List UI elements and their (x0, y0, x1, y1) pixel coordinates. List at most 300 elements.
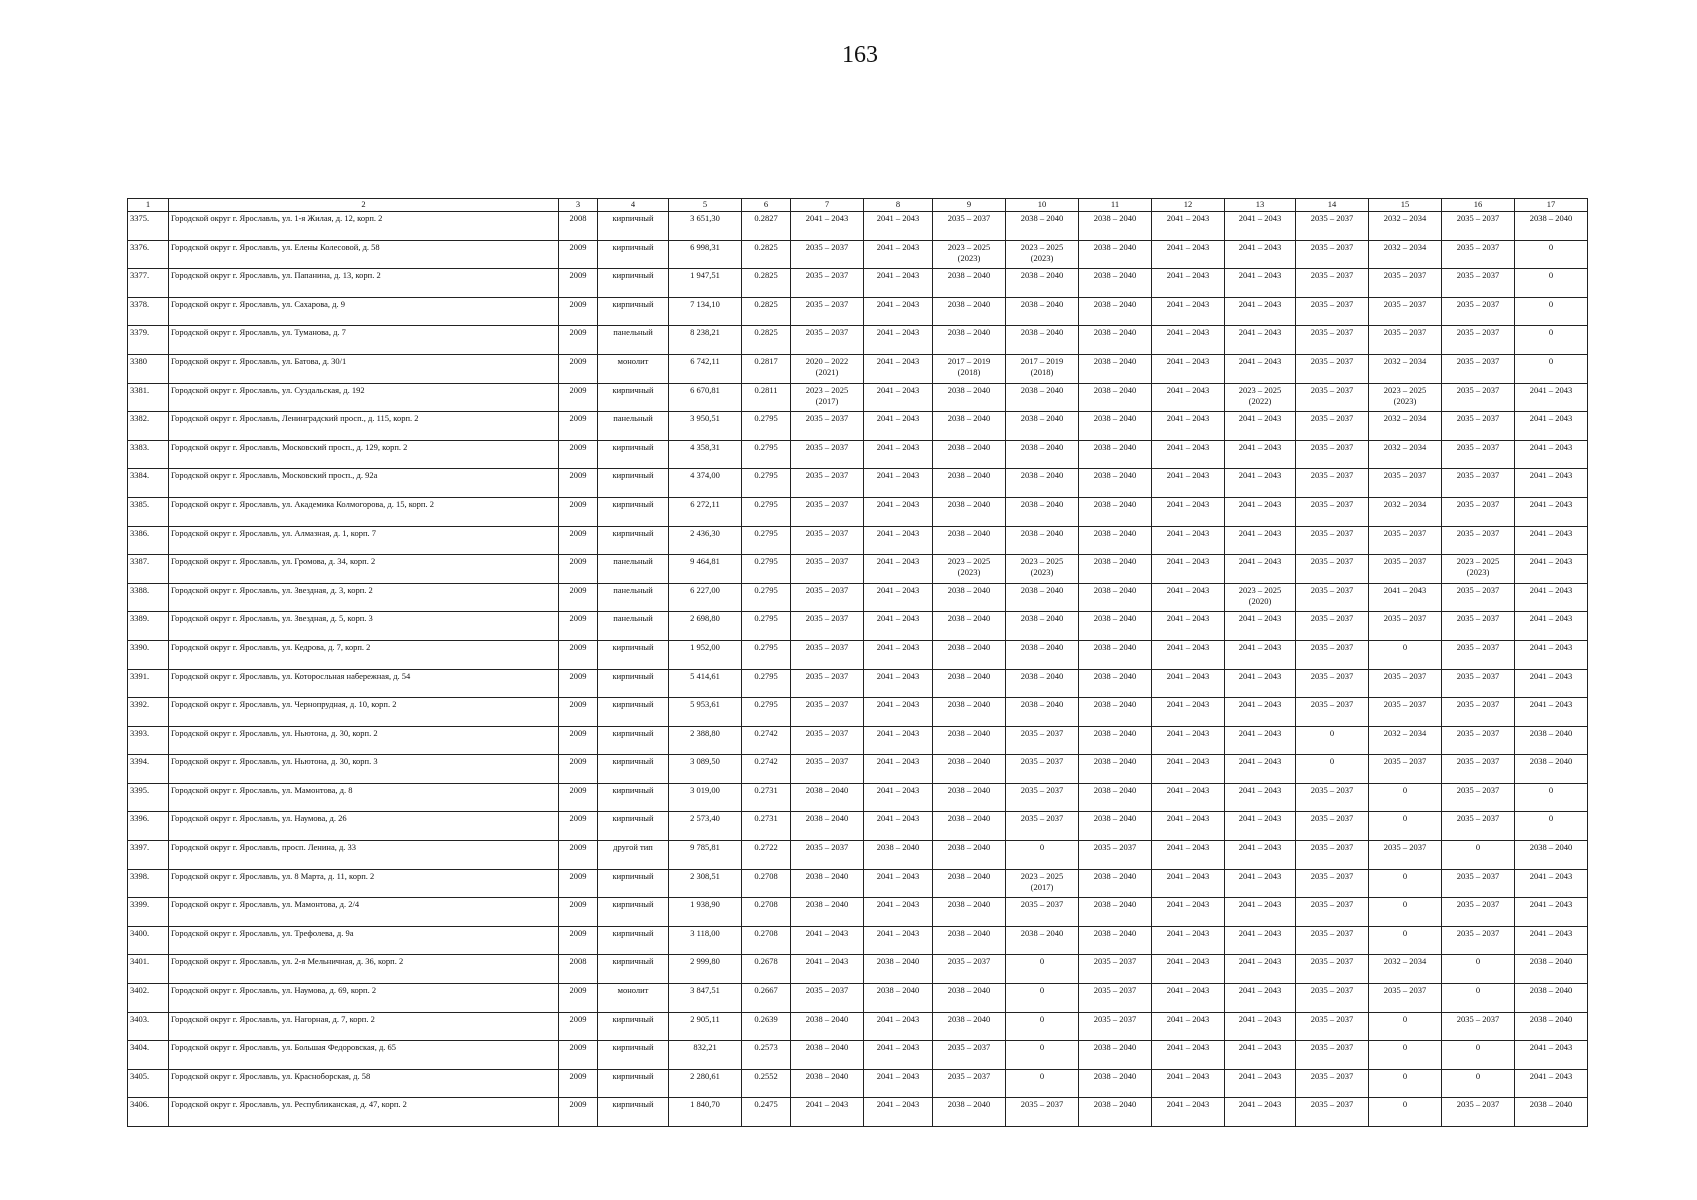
term-col-12-cell: 2041 – 2043 (1152, 354, 1225, 383)
term-col-9-cell: 2038 – 2040 (933, 497, 1006, 526)
area-cell: 2 308,51 (669, 869, 742, 898)
term-col-8-cell: 2041 – 2043 (864, 269, 933, 298)
term-col-11-cell: 2038 – 2040 (1079, 354, 1152, 383)
header-row (128, 199, 1588, 212)
term-col-17-cell: 2041 – 2043 (1515, 869, 1588, 898)
term-col-15-cell: 2035 – 2037 (1369, 526, 1442, 555)
year-built-cell: 2009 (559, 984, 598, 1013)
address-cell: Городской округ г. Ярославль, ул. 8 Марта, д. 11, корп. 2 (169, 869, 559, 898)
term-col-8-cell: 2041 – 2043 (864, 869, 933, 898)
table-row (128, 955, 1588, 984)
term-col-10-cell: 2038 – 2040 (1006, 926, 1079, 955)
term-col-15-cell: 2035 – 2037 (1369, 326, 1442, 355)
term-col-12-cell: 2041 – 2043 (1152, 841, 1225, 870)
term-col-14-cell: 2035 – 2037 (1296, 297, 1369, 326)
term-col-14-cell: 2035 – 2037 (1296, 926, 1369, 955)
coefficient-cell: 0.2573 (742, 1041, 791, 1070)
term-col-7-cell: 2035 – 2037 (791, 555, 864, 584)
column-header-13: 13 (1225, 199, 1296, 212)
address-cell: Городской округ г. Ярославль, ул. Чернопрудная, д. 10, корп. 2 (169, 698, 559, 727)
term-col-14-cell: 2035 – 2037 (1296, 698, 1369, 727)
coefficient-cell: 0.2827 (742, 212, 791, 241)
term-col-15-cell: 2035 – 2037 (1369, 612, 1442, 641)
term-col-14-cell: 2035 – 2037 (1296, 440, 1369, 469)
term-col-7-cell: 2023 – 2025 (2017) (791, 383, 864, 412)
term-col-16-cell: 2023 – 2025 (2023) (1442, 555, 1515, 584)
term-col-10-cell: 0 (1006, 841, 1079, 870)
address-cell: Городской округ г. Ярославль, ул. Академика Колмогорова, д. 15, корп. 2 (169, 497, 559, 526)
term-col-12-cell: 2041 – 2043 (1152, 640, 1225, 669)
term-col-11-cell: 2038 – 2040 (1079, 669, 1152, 698)
table-row (128, 326, 1588, 355)
term-col-16-cell: 2035 – 2037 (1442, 469, 1515, 498)
term-col-12-cell: 2041 – 2043 (1152, 955, 1225, 984)
term-col-8-cell: 2041 – 2043 (864, 297, 933, 326)
term-col-10-cell: 2038 – 2040 (1006, 526, 1079, 555)
term-col-12-cell: 2041 – 2043 (1152, 1041, 1225, 1070)
term-col-12-cell: 2041 – 2043 (1152, 497, 1225, 526)
table-body (128, 212, 1588, 1127)
year-built-cell: 2009 (559, 1012, 598, 1041)
address-cell: Городской округ г. Ярославль, ул. Елены Колесовой, д. 58 (169, 240, 559, 269)
table-row (128, 383, 1588, 412)
table-row (128, 297, 1588, 326)
housing-repair-table (127, 198, 1588, 1127)
column-header-14: 14 (1296, 199, 1369, 212)
row-number-cell: 3405. (128, 1069, 169, 1098)
area-cell: 2 999,80 (669, 955, 742, 984)
term-col-10-cell: 2038 – 2040 (1006, 640, 1079, 669)
term-col-11-cell: 2038 – 2040 (1079, 555, 1152, 584)
row-number-cell: 3384. (128, 469, 169, 498)
term-col-9-cell: 2035 – 2037 (933, 1041, 1006, 1070)
term-col-9-cell: 2038 – 2040 (933, 926, 1006, 955)
term-col-11-cell: 2038 – 2040 (1079, 755, 1152, 784)
area-cell: 2 573,40 (669, 812, 742, 841)
table-row (128, 698, 1588, 727)
term-col-17-cell: 0 (1515, 354, 1588, 383)
term-col-10-cell: 2035 – 2037 (1006, 812, 1079, 841)
term-col-7-cell: 2038 – 2040 (791, 898, 864, 927)
area-cell: 1 938,90 (669, 898, 742, 927)
term-col-7-cell: 2035 – 2037 (791, 526, 864, 555)
address-cell: Городской округ г. Ярославль, ул. Звездная, д. 5, корп. 3 (169, 612, 559, 641)
term-col-14-cell: 2035 – 2037 (1296, 497, 1369, 526)
term-col-9-cell: 2038 – 2040 (933, 269, 1006, 298)
wall-material-cell: кирпичный (598, 212, 669, 241)
term-col-15-cell: 2035 – 2037 (1369, 297, 1442, 326)
wall-material-cell: кирпичный (598, 640, 669, 669)
wall-material-cell: кирпичный (598, 526, 669, 555)
table-row (128, 497, 1588, 526)
column-header-12: 12 (1152, 199, 1225, 212)
term-col-9-cell: 2038 – 2040 (933, 326, 1006, 355)
term-col-13-cell: 2041 – 2043 (1225, 926, 1296, 955)
table-row (128, 440, 1588, 469)
term-col-9-cell: 2038 – 2040 (933, 869, 1006, 898)
address-cell: Городской округ г. Ярославль, ул. Громова, д. 34, корп. 2 (169, 555, 559, 584)
term-col-10-cell: 2038 – 2040 (1006, 698, 1079, 727)
term-col-15-cell: 0 (1369, 1069, 1442, 1098)
term-col-15-cell: 0 (1369, 898, 1442, 927)
term-col-7-cell: 2035 – 2037 (791, 612, 864, 641)
row-number-cell: 3392. (128, 698, 169, 727)
address-cell: Городской округ г. Ярославль, ул. 1-я Жилая, д. 12, корп. 2 (169, 212, 559, 241)
wall-material-cell: панельный (598, 412, 669, 441)
term-col-13-cell: 2041 – 2043 (1225, 240, 1296, 269)
table-row (128, 240, 1588, 269)
row-number-cell: 3389. (128, 612, 169, 641)
term-col-11-cell: 2038 – 2040 (1079, 926, 1152, 955)
term-col-8-cell: 2041 – 2043 (864, 383, 933, 412)
table-row (128, 555, 1588, 584)
term-col-14-cell: 2035 – 2037 (1296, 898, 1369, 927)
term-col-13-cell: 2041 – 2043 (1225, 726, 1296, 755)
term-col-11-cell: 2038 – 2040 (1079, 1098, 1152, 1127)
term-col-10-cell: 2023 – 2025 (2023) (1006, 555, 1079, 584)
term-col-17-cell: 2041 – 2043 (1515, 1041, 1588, 1070)
table-row (128, 898, 1588, 927)
area-cell: 6 998,31 (669, 240, 742, 269)
area-cell: 9 785,81 (669, 841, 742, 870)
term-col-8-cell: 2041 – 2043 (864, 326, 933, 355)
year-built-cell: 2009 (559, 526, 598, 555)
term-col-16-cell: 2035 – 2037 (1442, 383, 1515, 412)
term-col-13-cell: 2041 – 2043 (1225, 984, 1296, 1013)
term-col-9-cell: 2038 – 2040 (933, 1012, 1006, 1041)
term-col-13-cell: 2041 – 2043 (1225, 326, 1296, 355)
term-col-17-cell: 0 (1515, 812, 1588, 841)
term-col-14-cell: 2035 – 2037 (1296, 354, 1369, 383)
term-col-13-cell: 2041 – 2043 (1225, 526, 1296, 555)
term-col-7-cell: 2038 – 2040 (791, 1041, 864, 1070)
term-col-12-cell: 2041 – 2043 (1152, 926, 1225, 955)
term-col-10-cell: 2038 – 2040 (1006, 326, 1079, 355)
term-col-17-cell: 2041 – 2043 (1515, 412, 1588, 441)
term-col-16-cell: 2035 – 2037 (1442, 212, 1515, 241)
coefficient-cell: 0.2825 (742, 297, 791, 326)
area-cell: 3 950,51 (669, 412, 742, 441)
term-col-13-cell: 2023 – 2025 (2020) (1225, 583, 1296, 612)
term-col-16-cell: 2035 – 2037 (1442, 354, 1515, 383)
wall-material-cell: панельный (598, 583, 669, 612)
area-cell: 2 698,80 (669, 612, 742, 641)
term-col-16-cell: 0 (1442, 955, 1515, 984)
term-col-16-cell: 2035 – 2037 (1442, 926, 1515, 955)
term-col-8-cell: 2041 – 2043 (864, 412, 933, 441)
address-cell: Городской округ г. Ярославль, ул. Трефолева, д. 9а (169, 926, 559, 955)
address-cell: Городской округ г. Ярославль, Ленинградский просп., д. 115, корп. 2 (169, 412, 559, 441)
term-col-14-cell: 2035 – 2037 (1296, 1012, 1369, 1041)
term-col-17-cell: 2041 – 2043 (1515, 926, 1588, 955)
term-col-16-cell: 2035 – 2037 (1442, 869, 1515, 898)
term-col-10-cell: 2038 – 2040 (1006, 497, 1079, 526)
address-cell: Городской округ г. Ярославль, ул. Звездная, д. 3, корп. 2 (169, 583, 559, 612)
term-col-12-cell: 2041 – 2043 (1152, 555, 1225, 584)
year-built-cell: 2009 (559, 440, 598, 469)
term-col-12-cell: 2041 – 2043 (1152, 612, 1225, 641)
address-cell: Городской округ г. Ярославль, ул. Мамонтова, д. 8 (169, 783, 559, 812)
wall-material-cell: кирпичный (598, 926, 669, 955)
term-col-12-cell: 2041 – 2043 (1152, 583, 1225, 612)
term-col-9-cell: 2038 – 2040 (933, 669, 1006, 698)
wall-material-cell: кирпичный (598, 898, 669, 927)
year-built-cell: 2009 (559, 1041, 598, 1070)
coefficient-cell: 0.2795 (742, 669, 791, 698)
area-cell: 1 947,51 (669, 269, 742, 298)
coefficient-cell: 0.2811 (742, 383, 791, 412)
coefficient-cell: 0.2795 (742, 640, 791, 669)
term-col-14-cell: 2035 – 2037 (1296, 583, 1369, 612)
row-number-cell: 3385. (128, 497, 169, 526)
year-built-cell: 2009 (559, 726, 598, 755)
term-col-11-cell: 2038 – 2040 (1079, 583, 1152, 612)
term-col-11-cell: 2038 – 2040 (1079, 440, 1152, 469)
area-cell: 6 670,81 (669, 383, 742, 412)
term-col-13-cell: 2041 – 2043 (1225, 898, 1296, 927)
area-cell: 3 847,51 (669, 984, 742, 1013)
row-number-cell: 3400. (128, 926, 169, 955)
term-col-15-cell: 2032 – 2034 (1369, 240, 1442, 269)
wall-material-cell: монолит (598, 354, 669, 383)
term-col-11-cell: 2038 – 2040 (1079, 212, 1152, 241)
term-col-8-cell: 2041 – 2043 (864, 469, 933, 498)
term-col-17-cell: 2038 – 2040 (1515, 726, 1588, 755)
term-col-17-cell: 2041 – 2043 (1515, 440, 1588, 469)
term-col-7-cell: 2035 – 2037 (791, 726, 864, 755)
year-built-cell: 2008 (559, 212, 598, 241)
term-col-7-cell: 2035 – 2037 (791, 640, 864, 669)
area-cell: 1 840,70 (669, 1098, 742, 1127)
term-col-7-cell: 2041 – 2043 (791, 926, 864, 955)
coefficient-cell: 0.2795 (742, 612, 791, 641)
term-col-10-cell: 2017 – 2019 (2018) (1006, 354, 1079, 383)
term-col-14-cell: 2035 – 2037 (1296, 841, 1369, 870)
term-col-17-cell: 2038 – 2040 (1515, 955, 1588, 984)
coefficient-cell: 0.2742 (742, 726, 791, 755)
address-cell: Городской округ г. Ярославль, ул. Папанина, д. 13, корп. 2 (169, 269, 559, 298)
row-number-cell: 3393. (128, 726, 169, 755)
term-col-15-cell: 2035 – 2037 (1369, 984, 1442, 1013)
wall-material-cell: кирпичный (598, 440, 669, 469)
term-col-15-cell: 0 (1369, 1098, 1442, 1127)
coefficient-cell: 0.2795 (742, 526, 791, 555)
term-col-14-cell: 2035 – 2037 (1296, 555, 1369, 584)
term-col-15-cell: 0 (1369, 640, 1442, 669)
row-number-cell: 3382. (128, 412, 169, 441)
term-col-12-cell: 2041 – 2043 (1152, 326, 1225, 355)
year-built-cell: 2009 (559, 669, 598, 698)
area-cell: 4 374,00 (669, 469, 742, 498)
term-col-12-cell: 2041 – 2043 (1152, 469, 1225, 498)
term-col-14-cell: 2035 – 2037 (1296, 1069, 1369, 1098)
term-col-15-cell: 2023 – 2025 (2023) (1369, 383, 1442, 412)
coefficient-cell: 0.2708 (742, 869, 791, 898)
term-col-13-cell: 2023 – 2025 (2022) (1225, 383, 1296, 412)
column-header-9: 9 (933, 199, 1006, 212)
term-col-7-cell: 2035 – 2037 (791, 984, 864, 1013)
term-col-14-cell: 2035 – 2037 (1296, 669, 1369, 698)
term-col-9-cell: 2038 – 2040 (933, 412, 1006, 441)
term-col-15-cell: 0 (1369, 812, 1442, 841)
term-col-15-cell: 0 (1369, 869, 1442, 898)
term-col-10-cell: 0 (1006, 1041, 1079, 1070)
address-cell: Городской округ г. Ярославль, ул. Ньютона, д. 30, корп. 2 (169, 726, 559, 755)
table-row (128, 755, 1588, 784)
wall-material-cell: другой тип (598, 841, 669, 870)
term-col-17-cell: 2038 – 2040 (1515, 212, 1588, 241)
term-col-8-cell: 2041 – 2043 (864, 726, 933, 755)
term-col-7-cell: 2035 – 2037 (791, 326, 864, 355)
term-col-11-cell: 2035 – 2037 (1079, 841, 1152, 870)
term-col-16-cell: 2035 – 2037 (1442, 297, 1515, 326)
coefficient-cell: 0.2475 (742, 1098, 791, 1127)
column-header-8: 8 (864, 199, 933, 212)
table-row (128, 640, 1588, 669)
term-col-9-cell: 2038 – 2040 (933, 841, 1006, 870)
column-header-6: 6 (742, 199, 791, 212)
table-row (128, 412, 1588, 441)
term-col-7-cell: 2035 – 2037 (791, 698, 864, 727)
term-col-14-cell: 2035 – 2037 (1296, 526, 1369, 555)
coefficient-cell: 0.2678 (742, 955, 791, 984)
term-col-16-cell: 2035 – 2037 (1442, 1098, 1515, 1127)
coefficient-cell: 0.2795 (742, 440, 791, 469)
term-col-17-cell: 2041 – 2043 (1515, 469, 1588, 498)
address-cell: Городской округ г. Ярославль, ул. Нагорная, д. 7, корп. 2 (169, 1012, 559, 1041)
coefficient-cell: 0.2731 (742, 783, 791, 812)
term-col-13-cell: 2041 – 2043 (1225, 269, 1296, 298)
row-number-cell: 3397. (128, 841, 169, 870)
coefficient-cell: 0.2667 (742, 984, 791, 1013)
row-number-cell: 3387. (128, 555, 169, 584)
term-col-7-cell: 2020 – 2022 (2021) (791, 354, 864, 383)
row-number-cell: 3403. (128, 1012, 169, 1041)
coefficient-cell: 0.2817 (742, 354, 791, 383)
year-built-cell: 2009 (559, 640, 598, 669)
row-number-cell: 3394. (128, 755, 169, 784)
term-col-10-cell: 0 (1006, 955, 1079, 984)
year-built-cell: 2009 (559, 812, 598, 841)
term-col-12-cell: 2041 – 2043 (1152, 1069, 1225, 1098)
term-col-11-cell: 2038 – 2040 (1079, 326, 1152, 355)
area-cell: 832,21 (669, 1041, 742, 1070)
term-col-10-cell: 2038 – 2040 (1006, 440, 1079, 469)
table-row (128, 526, 1588, 555)
term-col-13-cell: 2041 – 2043 (1225, 469, 1296, 498)
term-col-9-cell: 2038 – 2040 (933, 812, 1006, 841)
year-built-cell: 2009 (559, 1069, 598, 1098)
term-col-15-cell: 2035 – 2037 (1369, 555, 1442, 584)
term-col-7-cell: 2038 – 2040 (791, 783, 864, 812)
term-col-11-cell: 2038 – 2040 (1079, 469, 1152, 498)
coefficient-cell: 0.2742 (742, 755, 791, 784)
term-col-17-cell: 2041 – 2043 (1515, 669, 1588, 698)
term-col-15-cell: 0 (1369, 926, 1442, 955)
term-col-14-cell: 2035 – 2037 (1296, 383, 1369, 412)
term-col-8-cell: 2041 – 2043 (864, 526, 933, 555)
term-col-16-cell: 0 (1442, 841, 1515, 870)
term-col-11-cell: 2038 – 2040 (1079, 612, 1152, 641)
term-col-10-cell: 2038 – 2040 (1006, 669, 1079, 698)
term-col-13-cell: 2041 – 2043 (1225, 698, 1296, 727)
term-col-14-cell: 2035 – 2037 (1296, 412, 1369, 441)
year-built-cell: 2009 (559, 898, 598, 927)
wall-material-cell: кирпичный (598, 1098, 669, 1127)
table-row (128, 812, 1588, 841)
row-number-cell: 3406. (128, 1098, 169, 1127)
term-col-14-cell: 0 (1296, 726, 1369, 755)
address-cell: Городской округ г. Ярославль, ул. Наумова, д. 26 (169, 812, 559, 841)
area-cell: 5 953,61 (669, 698, 742, 727)
term-col-11-cell: 2038 – 2040 (1079, 269, 1152, 298)
term-col-13-cell: 2041 – 2043 (1225, 955, 1296, 984)
row-number-cell: 3375. (128, 212, 169, 241)
year-built-cell: 2009 (559, 240, 598, 269)
term-col-7-cell: 2035 – 2037 (791, 669, 864, 698)
term-col-9-cell: 2038 – 2040 (933, 698, 1006, 727)
term-col-11-cell: 2038 – 2040 (1079, 297, 1152, 326)
term-col-14-cell: 2035 – 2037 (1296, 1041, 1369, 1070)
row-number-cell: 3378. (128, 297, 169, 326)
term-col-9-cell: 2035 – 2037 (933, 955, 1006, 984)
term-col-8-cell: 2041 – 2043 (864, 755, 933, 784)
term-col-11-cell: 2038 – 2040 (1079, 640, 1152, 669)
term-col-9-cell: 2038 – 2040 (933, 1098, 1006, 1127)
term-col-11-cell: 2038 – 2040 (1079, 526, 1152, 555)
term-col-10-cell: 2023 – 2025 (2023) (1006, 240, 1079, 269)
wall-material-cell: кирпичный (598, 383, 669, 412)
term-col-17-cell: 2038 – 2040 (1515, 1098, 1588, 1127)
term-col-14-cell: 2035 – 2037 (1296, 212, 1369, 241)
address-cell: Городской округ г. Ярославль, ул. Батова, д. 30/1 (169, 354, 559, 383)
term-col-11-cell: 2038 – 2040 (1079, 1041, 1152, 1070)
term-col-11-cell: 2038 – 2040 (1079, 783, 1152, 812)
year-built-cell: 2009 (559, 926, 598, 955)
term-col-12-cell: 2041 – 2043 (1152, 1012, 1225, 1041)
address-cell: Городской округ г. Ярославль, ул. Туманова, д. 7 (169, 326, 559, 355)
table-row (128, 783, 1588, 812)
year-built-cell: 2009 (559, 841, 598, 870)
coefficient-cell: 0.2795 (742, 698, 791, 727)
year-built-cell: 2009 (559, 755, 598, 784)
term-col-12-cell: 2041 – 2043 (1152, 1098, 1225, 1127)
term-col-15-cell: 2032 – 2034 (1369, 726, 1442, 755)
term-col-17-cell: 2041 – 2043 (1515, 583, 1588, 612)
column-header-15: 15 (1369, 199, 1442, 212)
term-col-12-cell: 2041 – 2043 (1152, 526, 1225, 555)
term-col-9-cell: 2038 – 2040 (933, 297, 1006, 326)
table-row (128, 926, 1588, 955)
address-cell: Городской округ г. Ярославль, ул. Республиканская, д. 47, корп. 2 (169, 1098, 559, 1127)
coefficient-cell: 0.2795 (742, 497, 791, 526)
coefficient-cell: 0.2795 (742, 583, 791, 612)
wall-material-cell: кирпичный (598, 497, 669, 526)
row-number-cell: 3383. (128, 440, 169, 469)
table-row (128, 1012, 1588, 1041)
term-col-10-cell: 2038 – 2040 (1006, 412, 1079, 441)
term-col-9-cell: 2038 – 2040 (933, 984, 1006, 1013)
term-col-12-cell: 2041 – 2043 (1152, 869, 1225, 898)
coefficient-cell: 0.2639 (742, 1012, 791, 1041)
term-col-14-cell: 2035 – 2037 (1296, 1098, 1369, 1127)
term-col-15-cell: 2035 – 2037 (1369, 698, 1442, 727)
term-col-7-cell: 2041 – 2043 (791, 212, 864, 241)
term-col-14-cell: 2035 – 2037 (1296, 612, 1369, 641)
term-col-7-cell: 2038 – 2040 (791, 1069, 864, 1098)
term-col-15-cell: 2035 – 2037 (1369, 841, 1442, 870)
row-number-cell: 3395. (128, 783, 169, 812)
